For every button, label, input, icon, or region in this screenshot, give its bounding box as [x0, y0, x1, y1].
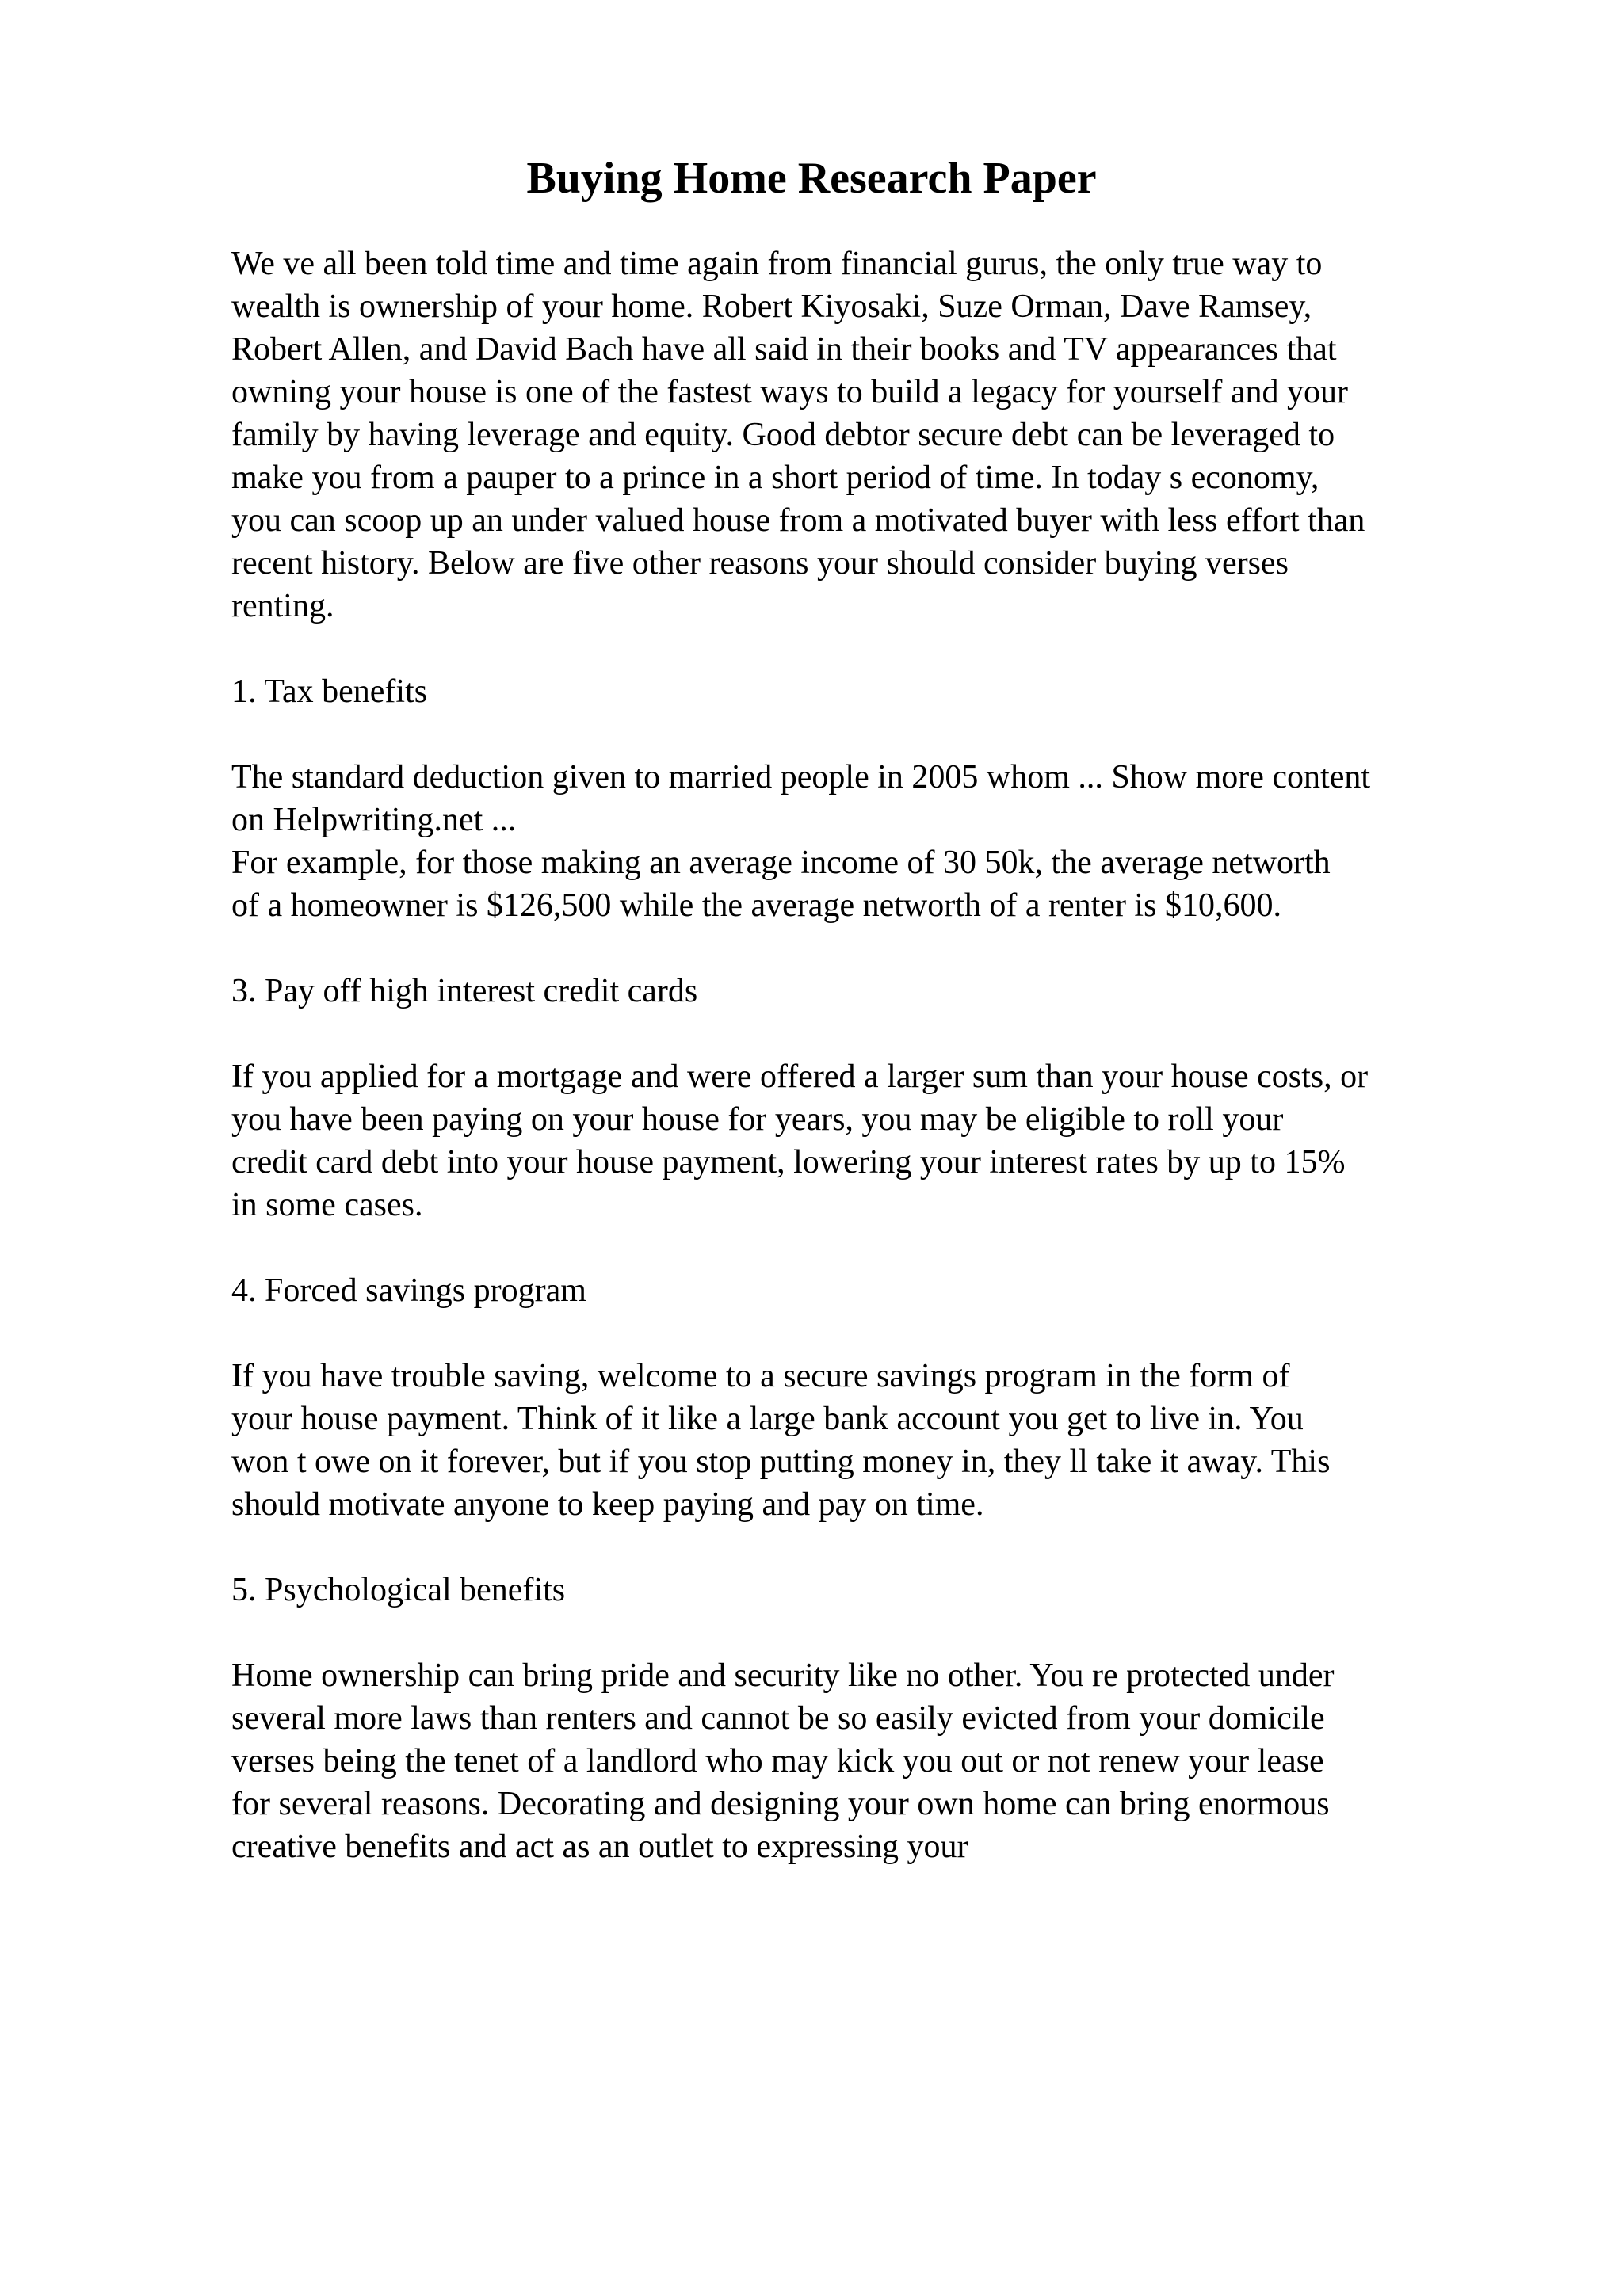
text-line: renting.	[231, 588, 334, 624]
section-heading-credit-cards	[231, 970, 1515, 1013]
text-line: If you have trouble saving, welcome to a secure savings program in the form of	[231, 1358, 1290, 1394]
text-line: owning your house is one of the fastest ways to build a legacy for yourself and your	[231, 374, 1349, 410]
text-line: family by having leverage and equity. Good debtor secure debt can be leveraged to	[231, 417, 1335, 453]
section-heading-forced-savings	[231, 1269, 1515, 1312]
text-line: you have been paying on your house for years, you may be eligible to roll your	[231, 1101, 1284, 1138]
section-heading-tax-benefits	[231, 670, 1515, 713]
text-line: for several reasons. Decorating and designing your own home can bring enormous	[231, 1786, 1330, 1822]
text-line: Robert Allen, and David Bach have all said in their books and TV appearances that	[231, 331, 1337, 368]
text-line: credit card debt into your house payment, lowering your interest rates by up to 15%	[231, 1144, 1346, 1180]
section-heading-psychological	[231, 1569, 1515, 1611]
text-line: on Helpwriting.net ...	[231, 802, 517, 838]
heading-text: 3. Pay off high interest credit cards	[231, 973, 698, 1009]
document-title: Buying Home Research Paper	[526, 154, 1097, 203]
text-line: creative benefits and act as an outlet to expressing your	[231, 1829, 968, 1865]
text-line: in some cases.	[231, 1187, 423, 1223]
heading-text: 5. Psychological benefits	[231, 1572, 566, 1608]
text-line: should motivate anyone to keep paying and pay on time.	[231, 1486, 984, 1523]
paragraph-forced-savings	[231, 1355, 1515, 1526]
text-line: Home ownership can bring pride and security like no other. You re protected under	[231, 1657, 1335, 1694]
text-line: wealth is ownership of your home. Robert Kiyosaki, Suze Orman, Dave Ramsey,	[231, 288, 1312, 325]
text-line: several more laws than renters and cannot be so easily evicted from your domicile	[231, 1700, 1325, 1737]
text-line: make you from a pauper to a prince in a short period of time. In today s economy,	[231, 460, 1319, 496]
paragraph-intro	[231, 242, 1515, 627]
text-line: If you applied for a mortgage and were offered a larger sum than your house costs, or	[231, 1058, 1369, 1095]
text-line: For example, for those making an average income of 30 50k, the average networth	[231, 845, 1331, 881]
paragraph-psychological	[231, 1654, 1515, 1868]
paragraph-networth	[231, 841, 1515, 927]
text-line: you can scoop up an under valued house from a motivated buyer with less effort than	[231, 502, 1365, 539]
heading-text: 4. Forced savings program	[231, 1272, 586, 1309]
text-line: The standard deduction given to married people in 2005 whom ... Show more content	[231, 759, 1371, 795]
text-line: your house payment. Think of it like a large bank account you get to live in. You	[231, 1401, 1304, 1437]
text-line: of a homeowner is $126,500 while the average networth of a renter is $10,600.	[231, 887, 1281, 924]
paragraph-tax-benefits	[231, 756, 1515, 841]
text-line: We ve all been told time and time again from financial gurus, the only true way to	[231, 246, 1323, 282]
document-body	[231, 242, 1515, 1911]
text-line: recent history. Below are five other reasons your should consider buying verses	[231, 545, 1289, 582]
text-line: won t owe on it forever, but if you stop putting money in, they ll take it away. This	[231, 1444, 1331, 1480]
text-line: verses being the tenet of a landlord who may kick you out or not renew your lease	[231, 1743, 1324, 1779]
heading-text: 1. Tax benefits	[231, 673, 428, 710]
paragraph-credit-cards	[231, 1055, 1515, 1226]
